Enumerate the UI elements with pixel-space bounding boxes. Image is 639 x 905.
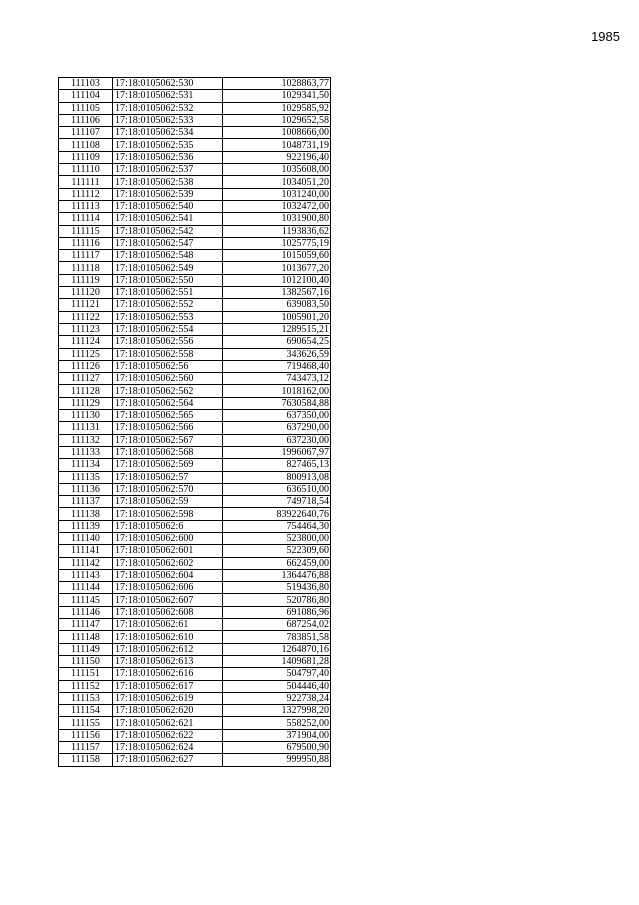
page-number: 1985 [591,29,620,44]
cadastral-value: 922196,40 [223,151,331,163]
cadastral-number: 17:18:0105062:536 [113,151,223,163]
row-number: 111150 [59,655,113,667]
cadastral-value: 1364476,88 [223,569,331,581]
cadastral-number: 17:18:0105062:568 [113,446,223,458]
row-number: 111156 [59,729,113,741]
row-number: 111125 [59,348,113,360]
table-row [59,336,331,348]
cadastral-value: 1382567,16 [223,287,331,299]
row-number: 111157 [59,742,113,754]
cadastral-value: 1048731,19 [223,139,331,151]
row-number: 111138 [59,508,113,520]
cadastral-number: 17:18:0105062:61 [113,619,223,631]
cadastral-number: 17:18:0105062:617 [113,680,223,692]
cadastral-number: 17:18:0105062:6 [113,520,223,532]
cadastral-number: 17:18:0105062:621 [113,717,223,729]
cadastral-value: 504797,40 [223,668,331,680]
cadastral-value: 1034051,20 [223,176,331,188]
cadastral-value: 1193836,62 [223,225,331,237]
row-number: 111147 [59,619,113,631]
table-row [59,287,331,299]
cadastral-number: 17:18:0105062:541 [113,213,223,225]
row-number: 111124 [59,336,113,348]
cadastral-number: 17:18:0105062:608 [113,606,223,618]
row-number: 111140 [59,532,113,544]
cadastral-number: 17:18:0105062:537 [113,164,223,176]
row-number: 111126 [59,360,113,372]
cadastral-value: 1029585,92 [223,102,331,114]
table-row [59,262,331,274]
cadastral-value: 371904,00 [223,729,331,741]
table-row [59,619,331,631]
cadastral-value: 1035608,00 [223,164,331,176]
cadastral-value: 637350,00 [223,410,331,422]
row-number: 111111 [59,176,113,188]
row-number: 111118 [59,262,113,274]
cadastral-value: 1012100,40 [223,274,331,286]
cadastral-value: 1005901,20 [223,311,331,323]
cadastral-number: 17:18:0105062:566 [113,422,223,434]
cadastral-number: 17:18:0105062:554 [113,323,223,335]
cadastral-number: 17:18:0105062:535 [113,139,223,151]
cadastral-value: 639083,50 [223,299,331,311]
cadastral-value: 1029652,58 [223,114,331,126]
table-row [59,434,331,446]
cadastral-number: 17:18:0105062:556 [113,336,223,348]
row-number: 111120 [59,287,113,299]
table-row [59,250,331,262]
table-row [59,422,331,434]
table-row [59,225,331,237]
table-row [59,742,331,754]
table-row [59,569,331,581]
cadastral-number: 17:18:0105062:613 [113,655,223,667]
cadastral-number: 17:18:0105062:624 [113,742,223,754]
row-number: 111121 [59,299,113,311]
row-number: 111112 [59,188,113,200]
cadastral-value: 719468,40 [223,360,331,372]
cadastral-number: 17:18:0105062:567 [113,434,223,446]
table-row [59,164,331,176]
cadastral-value: 1015059,60 [223,250,331,262]
table-row [59,348,331,360]
cadastral-number: 17:18:0105062:552 [113,299,223,311]
row-number: 111105 [59,102,113,114]
row-number: 111113 [59,200,113,212]
cadastral-value: 1996067,97 [223,446,331,458]
row-number: 111152 [59,680,113,692]
cadastral-value: 690654,25 [223,336,331,348]
row-number: 111142 [59,557,113,569]
cadastral-number: 17:18:0105062:560 [113,373,223,385]
table-row [59,532,331,544]
cadastral-value: 7630584,88 [223,397,331,409]
cadastral-value: 83922640,76 [223,508,331,520]
table-row [59,483,331,495]
cadastral-number: 17:18:0105062:57 [113,471,223,483]
cadastral-number: 17:18:0105062:550 [113,274,223,286]
table-row [59,545,331,557]
table-row [59,643,331,655]
row-number: 111129 [59,397,113,409]
row-number: 111123 [59,323,113,335]
cadastral-number: 17:18:0105062:547 [113,237,223,249]
cadastral-value: 637290,00 [223,422,331,434]
row-number: 111144 [59,582,113,594]
table-row [59,705,331,717]
cadastral-value: 519436,80 [223,582,331,594]
table-row [59,274,331,286]
cadastral-value: 1028863,77 [223,78,331,90]
row-number: 111137 [59,496,113,508]
row-number: 111130 [59,410,113,422]
row-number: 111134 [59,459,113,471]
cadastral-value: 1032472,00 [223,200,331,212]
cadastral-number: 17:18:0105062:612 [113,643,223,655]
table-row [59,717,331,729]
row-number: 111108 [59,139,113,151]
cadastral-value: 1264870,16 [223,643,331,655]
cadastral-value: 999950,88 [223,754,331,766]
cadastral-number: 17:18:0105062:538 [113,176,223,188]
table-row [59,200,331,212]
row-number: 111139 [59,520,113,532]
table-row [59,668,331,680]
table-row [59,754,331,766]
cadastral-value-table [58,77,331,767]
row-number: 111151 [59,668,113,680]
cadastral-number: 17:18:0105062:620 [113,705,223,717]
table-row [59,594,331,606]
cadastral-value: 922738,24 [223,692,331,704]
row-number: 111154 [59,705,113,717]
row-number: 111158 [59,754,113,766]
cadastral-value: 343626,59 [223,348,331,360]
row-number: 111141 [59,545,113,557]
row-number: 111148 [59,631,113,643]
cadastral-number: 17:18:0105062:531 [113,90,223,102]
cadastral-value: 504446,40 [223,680,331,692]
cadastral-value: 520786,80 [223,594,331,606]
table-row [59,606,331,618]
row-number: 111109 [59,151,113,163]
cadastral-number: 17:18:0105062:570 [113,483,223,495]
cadastral-number: 17:18:0105062:532 [113,102,223,114]
row-number: 111122 [59,311,113,323]
cadastral-value: 783851,58 [223,631,331,643]
table-row [59,114,331,126]
table-row [59,631,331,643]
table-row [59,496,331,508]
row-number: 111131 [59,422,113,434]
row-number: 111117 [59,250,113,262]
cadastral-number: 17:18:0105062:627 [113,754,223,766]
row-number: 111136 [59,483,113,495]
cadastral-number: 17:18:0105062:565 [113,410,223,422]
cadastral-value: 558252,00 [223,717,331,729]
cadastral-value: 749718,54 [223,496,331,508]
cadastral-number: 17:18:0105062:551 [113,287,223,299]
row-number: 111115 [59,225,113,237]
cadastral-number: 17:18:0105062:542 [113,225,223,237]
cadastral-number: 17:18:0105062:616 [113,668,223,680]
table-row [59,299,331,311]
cadastral-value: 1013677,20 [223,262,331,274]
cadastral-value: 754464,30 [223,520,331,532]
cadastral-value: 1031240,00 [223,188,331,200]
table-row [59,102,331,114]
table-row [59,237,331,249]
cadastral-value: 743473,12 [223,373,331,385]
cadastral-value: 1025775,19 [223,237,331,249]
cadastral-number: 17:18:0105062:553 [113,311,223,323]
table-row [59,127,331,139]
cadastral-value: 827465,13 [223,459,331,471]
table-row [59,471,331,483]
table-row [59,188,331,200]
cadastral-number: 17:18:0105062:606 [113,582,223,594]
table-row [59,410,331,422]
cadastral-value: 636510,00 [223,483,331,495]
cadastral-value: 1289515,21 [223,323,331,335]
cadastral-value: 800913,08 [223,471,331,483]
table-row [59,557,331,569]
table-row [59,582,331,594]
cadastral-value: 1008666,00 [223,127,331,139]
table-row [59,655,331,667]
table-row [59,360,331,372]
table-row [59,729,331,741]
cadastral-number: 17:18:0105062:540 [113,200,223,212]
cadastral-number: 17:18:0105062:549 [113,262,223,274]
cadastral-value: 691086,96 [223,606,331,618]
table-body [59,78,331,767]
row-number: 111110 [59,164,113,176]
cadastral-number: 17:18:0105062:530 [113,78,223,90]
row-number: 111135 [59,471,113,483]
cadastral-number: 17:18:0105062:604 [113,569,223,581]
cadastral-value: 1018162,00 [223,385,331,397]
table-row [59,520,331,532]
table-row [59,680,331,692]
row-number: 111143 [59,569,113,581]
table-row [59,311,331,323]
row-number: 111103 [59,78,113,90]
cadastral-number: 17:18:0105062:539 [113,188,223,200]
cadastral-number: 17:18:0105062:569 [113,459,223,471]
table-row [59,385,331,397]
cadastral-number: 17:18:0105062:558 [113,348,223,360]
row-number: 111104 [59,90,113,102]
row-number: 111127 [59,373,113,385]
row-number: 111107 [59,127,113,139]
table-row [59,692,331,704]
cadastral-number: 17:18:0105062:598 [113,508,223,520]
cadastral-value: 637230,00 [223,434,331,446]
cadastral-number: 17:18:0105062:602 [113,557,223,569]
table-row [59,459,331,471]
row-number: 111128 [59,385,113,397]
row-number: 111145 [59,594,113,606]
cadastral-number: 17:18:0105062:59 [113,496,223,508]
row-number: 111155 [59,717,113,729]
cadastral-value: 1029341,50 [223,90,331,102]
cadastral-value: 523800,00 [223,532,331,544]
table-row [59,373,331,385]
row-number: 111116 [59,237,113,249]
cadastral-value: 662459,00 [223,557,331,569]
cadastral-number: 17:18:0105062:548 [113,250,223,262]
row-number: 111132 [59,434,113,446]
table-row [59,446,331,458]
cadastral-number: 17:18:0105062:622 [113,729,223,741]
table-row [59,176,331,188]
table-row [59,90,331,102]
row-number: 111146 [59,606,113,618]
cadastral-number: 17:18:0105062:601 [113,545,223,557]
table-row [59,323,331,335]
cadastral-value: 687254,02 [223,619,331,631]
cadastral-value: 1031900,80 [223,213,331,225]
cadastral-number: 17:18:0105062:619 [113,692,223,704]
table-row [59,78,331,90]
row-number: 111153 [59,692,113,704]
table-row [59,213,331,225]
cadastral-value: 1327998,20 [223,705,331,717]
cadastral-number: 17:18:0105062:534 [113,127,223,139]
table-row [59,397,331,409]
cadastral-value: 1409681,28 [223,655,331,667]
cadastral-value: 522309,60 [223,545,331,557]
table-row [59,508,331,520]
cadastral-number: 17:18:0105062:564 [113,397,223,409]
cadastral-number: 17:18:0105062:600 [113,532,223,544]
cadastral-number: 17:18:0105062:607 [113,594,223,606]
cadastral-number: 17:18:0105062:562 [113,385,223,397]
cadastral-number: 17:18:0105062:610 [113,631,223,643]
cadastral-value: 679500,90 [223,742,331,754]
table-row [59,151,331,163]
row-number: 111149 [59,643,113,655]
row-number: 111119 [59,274,113,286]
row-number: 111106 [59,114,113,126]
row-number: 111133 [59,446,113,458]
cadastral-number: 17:18:0105062:533 [113,114,223,126]
cadastral-number: 17:18:0105062:56 [113,360,223,372]
row-number: 111114 [59,213,113,225]
table-row [59,139,331,151]
